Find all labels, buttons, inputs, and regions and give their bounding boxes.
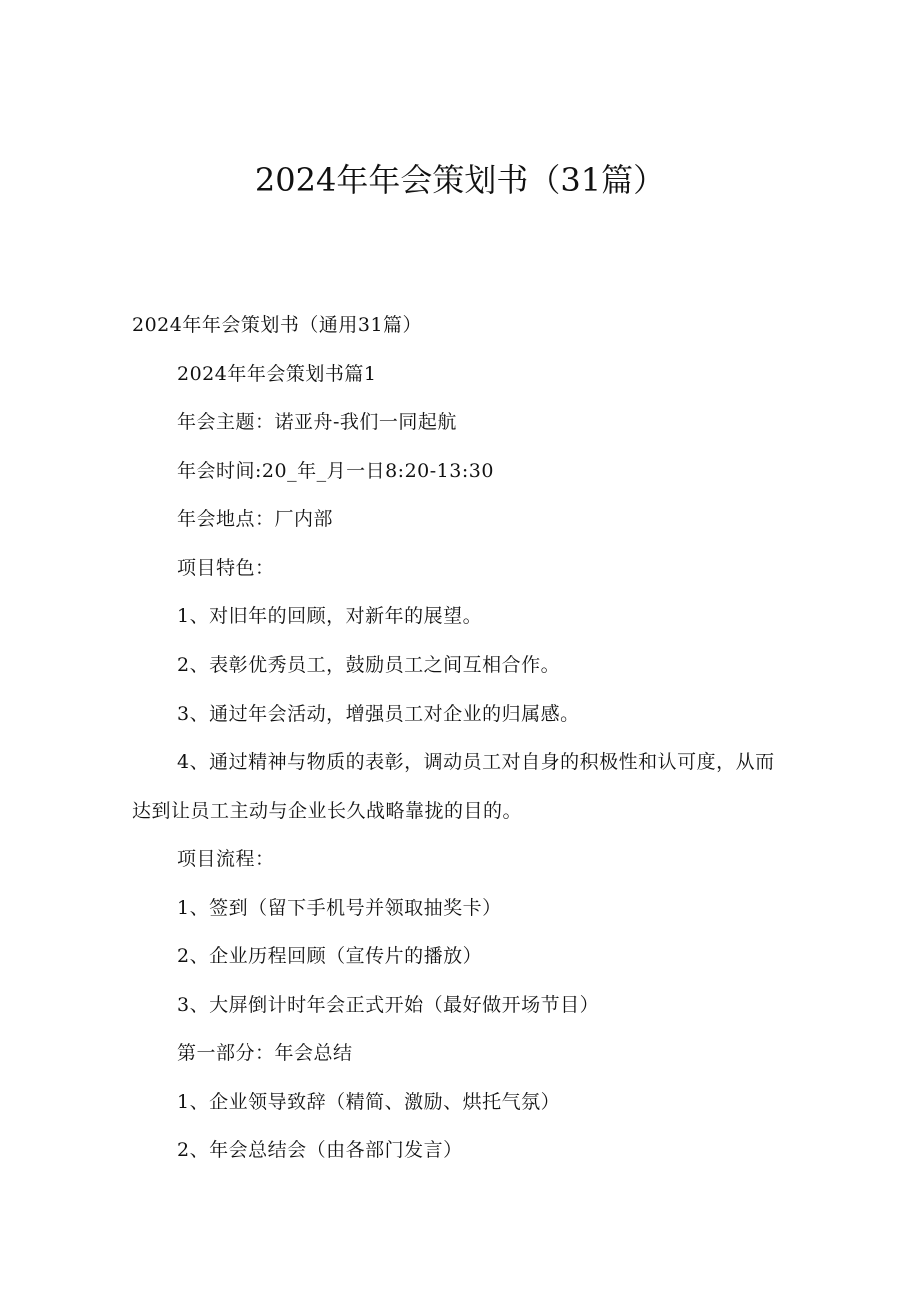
document-title: 2024年年会策划书（31篇） — [254, 161, 666, 199]
feature-item: 2、表彰优秀员工，鼓励员工之间互相合作。 — [177, 654, 561, 676]
part-one-heading: 第一部分：年会总结 — [177, 1042, 353, 1064]
process-item: 3、大屏倒计时年会正式开始（最好做开场节目） — [177, 994, 600, 1016]
part-one-item: 2、年会总结会（由各部门发言） — [177, 1139, 463, 1161]
theme-line: 年会主题：诺亚舟-我们一同起航 — [177, 411, 457, 433]
features-heading: 项目特色： — [177, 557, 275, 579]
location-line: 年会地点：厂内部 — [177, 508, 334, 530]
process-item: 2、企业历程回顾（宣传片的播放） — [177, 945, 483, 967]
time-line: 年会时间:20_年_月一日8:20-13:30 — [177, 460, 494, 482]
document-subtitle: 2024年年会策划书（通用31篇） — [132, 314, 423, 336]
part-one-item: 1、企业领导致辞（精简、激励、烘托气氛） — [177, 1091, 561, 1113]
feature-item: 4、通过精神与物质的表彰，调动员工对自身的积极性和认可度，从而 — [177, 751, 775, 773]
process-heading: 项目流程： — [177, 848, 275, 870]
process-item: 1、签到（留下手机号并领取抽奖卡） — [177, 897, 502, 919]
section-heading: 2024年年会策划书篇1 — [177, 363, 377, 385]
feature-item: 1、对旧年的回顾，对新年的展望。 — [177, 605, 483, 627]
feature-item-continuation: 达到让员工主动与企业长久战略靠拢的目的。 — [132, 800, 523, 822]
feature-item: 3、通过年会活动，增强员工对企业的归属感。 — [177, 703, 580, 725]
